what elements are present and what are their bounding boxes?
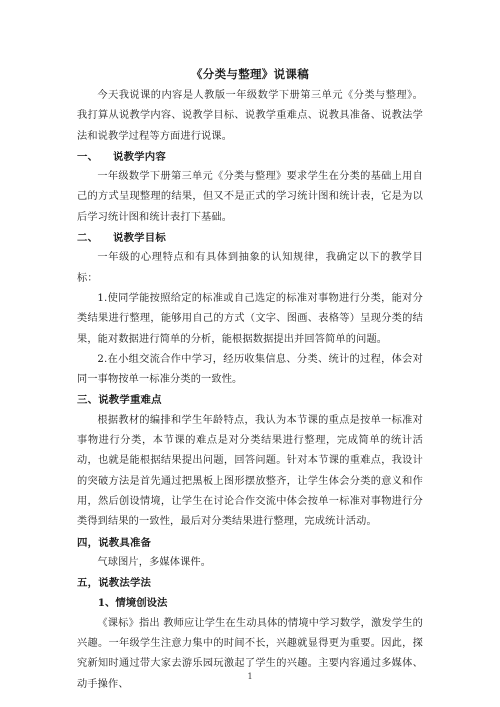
section-number: 三、 xyxy=(77,394,99,407)
section-2-paragraph: 一年级的心理特点和有具体到抽象的认知规律，我确定以下的教学目标： xyxy=(77,252,423,284)
section-title: 说教具准备 xyxy=(98,536,152,549)
document-body xyxy=(77,86,423,695)
section-title: 说教学内容 xyxy=(113,150,166,163)
subsection-heading: 1、情境创设法 xyxy=(97,597,168,610)
page-number: 1 xyxy=(247,672,253,681)
section-number: 一、 xyxy=(77,150,99,163)
section-number: 五， xyxy=(77,577,99,590)
section-4-paragraph: 气球图片，多媒体课件。 xyxy=(97,556,212,568)
section-heading-1 xyxy=(77,147,423,167)
section-1-paragraph: 一年级数学下册第三单元《分类与整理》要求学生在分类的基础上用自己的方式呈现整理的结果，但又不是正式的学习统计图和统计表，它是为以后学习统计图和统计表打下基础。 xyxy=(77,171,423,223)
section-heading-3 xyxy=(77,390,423,410)
document-title: 《分类与整理》说课稿 xyxy=(191,67,309,81)
section-title: 说教学重难点 xyxy=(98,394,162,407)
section-3-paragraph: 根据教材的编排和学生年龄特点，我认为本节课的重点是按单一标准对事物进行分类，本节课的难点是对分类结果进行整理，完成简单的统计活动，也就是能根据结果提出问题，回答问题。针对本节课的重难点，我设计的突破方法是首先通过把黑板上图形摆放整齐，让学生体会分类的意义和作用，然后创设情境，让学生在讨论合作交流中体会按单一标准对事物进行分类得到结果的一致性，最后对分类结果进行整理，完成统计活动。 xyxy=(77,414,423,528)
section-title: 说教学目标 xyxy=(113,232,166,245)
section-5-paragraph: 《课标》指出 教师应让学生在生动具体的情境中学习数学，激发学生的兴趣。一年级学生注意力集中的时间不长，兴趣就显得更为重要。因此，探究新知时通过带大家去游乐园玩激起了学生的兴趣。主要内容通过多媒体、动手操作、 xyxy=(77,617,423,690)
section-title: 说教法学法 xyxy=(98,577,152,590)
section-heading-5 xyxy=(77,573,423,593)
section-2-goal-1: 1.使同学能按照给定的标准或自己选定的标准对事物进行分类，能对分类结果进行整理，能够用自己的方式（文字、图画、表格等）呈现分类的结果，能对数据进行简单的分析，能根据数据提出并回答简单的问题。 xyxy=(77,292,423,345)
intro-paragraph: 今天我说课的内容是人教版一年级数学下册第三单元《分类与整理》。我打算从说教学内容、说教学目标、说教学重难点、说教具准备、说教法学法和说教学过程等方面进行说课。 xyxy=(77,90,423,142)
section-heading-2 xyxy=(77,228,423,248)
section-number: 四， xyxy=(77,536,99,549)
section-2-goal-2: 2.在小组交流合作中学习，经历收集信息、分类、统计的过程，体会对同一事物按单一标准分类的一致性。 xyxy=(77,353,423,386)
section-number: 二、 xyxy=(77,232,99,245)
section-heading-4 xyxy=(77,533,423,553)
